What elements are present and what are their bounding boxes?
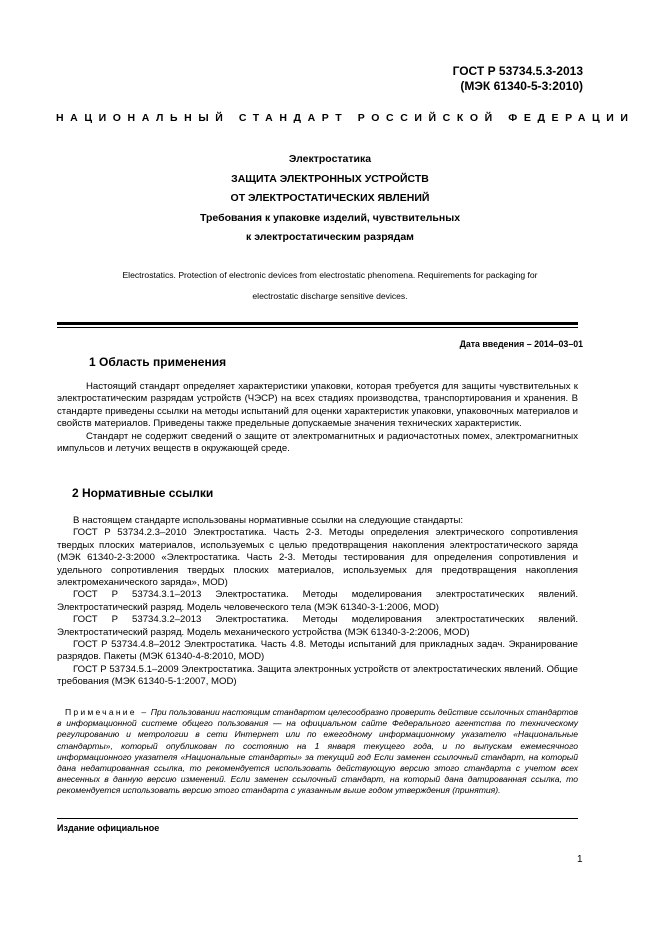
reference-item: ГОСТ Р 53734.3.1–2013 Электростатика. Методы моделирования электростатических явлений. Электростатический разряд. Модель человеческого тела (МЭК 61340-3-1:2006, MOD) bbox=[57, 589, 578, 613]
divider-footer bbox=[57, 818, 578, 819]
divider-thin bbox=[57, 327, 578, 328]
document-title bbox=[60, 150, 600, 248]
standard-designation bbox=[453, 64, 583, 94]
english-title bbox=[56, 265, 604, 307]
national-standard-heading: НАЦИОНАЛЬНЫЙ СТАНДАРТ РОССИЙСКОЙ ФЕДЕРАЦИИ bbox=[56, 112, 635, 124]
introduction-date: Дата введения – 2014–03–01 bbox=[459, 339, 583, 349]
gost-number: ГОСТ Р 53734.5.3-2013 bbox=[452, 64, 583, 78]
note-text: При пользовании настоящим стандартом целесообразно проверить действие ссылочных стандартов в информационной системе общего пользования — на официальном сайте Федерального агентства по техническому регулированию и метрологии в сети Интернет или по ежегодному информационному указателю «Национальные стандарты», который опубликован по состоянию на 1 января текущего года, и по выпускам ежемесячного информационного указателя «Национальные стандарты» за текущий год Если заменен ссылочный стандарт, на который дана недатированная ссылка, то рекомендуется использовать действующую версию этого стандарта с учетом всех внесенных в данную версию изменений. Если заменен ссылочный стандарт, на который дана датированная ссылка, то рекомендуется использовать версию этого стандарта с указанным выше годом утверждения (принятия). bbox=[57, 707, 579, 796]
title-line: к электростатическим разрядам bbox=[246, 231, 414, 243]
english-title-line: electrostatic discharge sensitive devices. bbox=[252, 291, 408, 301]
title-line: Электростатика bbox=[288, 153, 372, 165]
reference-item: ГОСТ Р 53734.5.1–2009 Электростатика. Защита электронных устройств от электростатических явлений. Общие требования (МЭК 61340-5-1:2007, MOD) bbox=[57, 663, 578, 688]
title-line: ЗАЩИТА ЭЛЕКТРОННЫХ УСТРОЙСТВ bbox=[231, 172, 429, 185]
paragraph: Настоящий стандарт определяет характеристики упаковки, которая требуется для защиты чувствительных к электростатическим разрядам устройств (ЧЭСР) на всех стадиях производства, транспортирования и хранения. В стандарте приведены ссылки на методы испытаний для оценки характеристик упаковки, упаковочных материалов и свойств материалов. Приведены также предельные допускаемые значения технических характеристик. bbox=[57, 381, 578, 430]
section-1-heading: 1 Область применения bbox=[89, 355, 227, 369]
divider-thick bbox=[57, 322, 578, 325]
reference-item: ГОСТ Р 53734.2.3–2010 Электростатика. Часть 2-3. Методы определения электрического сопротивления твердых плоских материалов, используемых с целью предотвращения накопления электростатического заряда (МЭК 61340-2-3:2000 «Электростатика. Часть 2-3. Методы тестирования для определения сопротивления и удельного сопротивления твердых плоских материалов, используемых для предотвращения накопления электромеханического заряда», MOD) bbox=[57, 527, 578, 589]
note-block bbox=[57, 707, 578, 797]
iec-number: (МЭК 61340-5-3:2010) bbox=[460, 79, 583, 93]
title-line: Требования к упаковке изделий, чувствительных bbox=[199, 211, 461, 224]
reference-item: ГОСТ Р 53734.3.2–2013 Электростатика. Методы моделирования электростатических явлений. Электростатический разряд. Модель механического устройства (МЭК 61340-3-2:2006, MOD) bbox=[57, 614, 578, 638]
page-number: 1 bbox=[577, 854, 583, 865]
normative-references bbox=[57, 515, 578, 689]
section-1-body bbox=[57, 381, 578, 455]
section-2-heading: 2 Нормативные ссылки bbox=[72, 486, 214, 500]
paragraph: В настоящем стандарте использованы нормативные ссылки на следующие стандарты: bbox=[73, 515, 464, 526]
reference-item: ГОСТ Р 53734.4.8–2012 Электростатика. Часть 4.8. Методы испытаний для прикладных задач. Экранирование разрядов. Пакеты (МЭК 61340-4-8:2010, MOD) bbox=[57, 639, 578, 663]
note-label: Примечание – bbox=[65, 707, 149, 717]
title-line: ОТ ЭЛЕКТРОСТАТИЧЕСКИХ ЯВЛЕНИЙ bbox=[230, 192, 430, 204]
paragraph: Стандарт не содержит сведений о защите от электромагнитных и радиочастотных помех, электромагнитных импульсов и летучих веществ в окружающей среде. bbox=[57, 430, 578, 455]
edition-label: Издание официальное bbox=[57, 823, 160, 833]
english-title-line: Electrostatics. Protection of electronic devices from electrostatic phenomena. Requirements for packaging for bbox=[122, 270, 538, 280]
